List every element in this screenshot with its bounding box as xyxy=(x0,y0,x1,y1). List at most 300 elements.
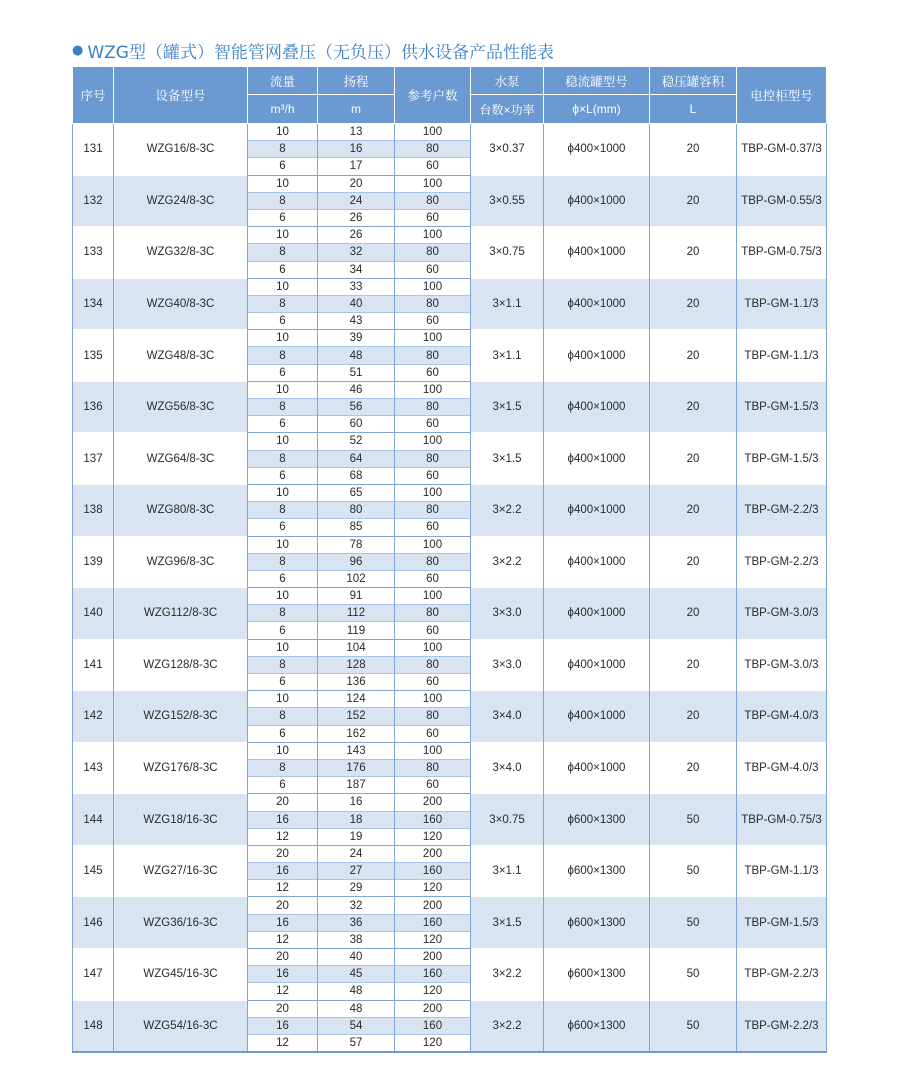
cell-flow: 16 xyxy=(248,914,318,931)
cell-households: 100 xyxy=(395,278,471,295)
cell-households: 80 xyxy=(395,399,471,416)
cell-head: 96 xyxy=(318,553,395,570)
cell-flow: 6 xyxy=(248,725,318,742)
cell-households: 120 xyxy=(395,880,471,897)
cell-households: 100 xyxy=(395,742,471,759)
header-flow-unit: m³/h xyxy=(248,95,318,124)
cell-tank: ϕ600×1300 xyxy=(544,897,650,949)
cell-households: 100 xyxy=(395,639,471,656)
cell-vol: 20 xyxy=(650,536,737,588)
cell-households: 160 xyxy=(395,863,471,880)
cell-pump: 3×1.1 xyxy=(471,845,544,897)
header-tank-unit: ϕ×L(mm) xyxy=(544,95,650,124)
cell-flow: 20 xyxy=(248,794,318,811)
cell-head: 102 xyxy=(318,570,395,587)
header-seq: 序号 xyxy=(73,67,114,124)
cell-flow: 8 xyxy=(248,553,318,570)
table-row xyxy=(73,278,827,295)
cell-flow: 10 xyxy=(248,124,318,141)
cell-tank: ϕ400×1000 xyxy=(544,433,650,485)
cell-seq: 147 xyxy=(73,949,114,1001)
cell-head: 91 xyxy=(318,588,395,605)
cell-flow: 8 xyxy=(248,708,318,725)
cell-head: 32 xyxy=(318,244,395,261)
cell-households: 120 xyxy=(395,1034,471,1052)
cell-cabinet: TBP-GM-3.0/3 xyxy=(737,639,827,691)
cell-tank: ϕ400×1000 xyxy=(544,278,650,330)
cell-seq: 133 xyxy=(73,227,114,279)
cell-households: 60 xyxy=(395,209,471,226)
cell-head: 45 xyxy=(318,966,395,983)
cell-flow: 10 xyxy=(248,588,318,605)
table-row xyxy=(73,1000,827,1017)
cell-model: WZG45/16-3C xyxy=(114,949,248,1001)
cell-vol: 20 xyxy=(650,588,737,640)
cell-seq: 139 xyxy=(73,536,114,588)
cell-households: 60 xyxy=(395,158,471,175)
cell-seq: 142 xyxy=(73,691,114,743)
cell-flow: 10 xyxy=(248,278,318,295)
cell-pump: 3×2.2 xyxy=(471,1000,544,1052)
cell-cabinet: TBP-GM-4.0/3 xyxy=(737,691,827,743)
cell-flow: 8 xyxy=(248,141,318,158)
cell-cabinet: TBP-GM-1.5/3 xyxy=(737,433,827,485)
cell-flow: 10 xyxy=(248,175,318,192)
cell-head: 80 xyxy=(318,502,395,519)
cell-pump: 3×1.1 xyxy=(471,278,544,330)
cell-pump: 3×3.0 xyxy=(471,639,544,691)
cell-cabinet: TBP-GM-1.5/3 xyxy=(737,381,827,433)
cell-households: 120 xyxy=(395,983,471,1000)
cell-households: 60 xyxy=(395,519,471,536)
cell-seq: 138 xyxy=(73,484,114,536)
header-pump-unit: 台数×功率 xyxy=(471,95,544,124)
cell-flow: 8 xyxy=(248,192,318,209)
cell-head: 162 xyxy=(318,725,395,742)
cell-head: 43 xyxy=(318,313,395,330)
cell-pump: 3×0.75 xyxy=(471,794,544,846)
cell-vol: 20 xyxy=(650,433,737,485)
cell-vol: 20 xyxy=(650,381,737,433)
cell-flow: 8 xyxy=(248,605,318,622)
cell-head: 24 xyxy=(318,192,395,209)
cell-flow: 6 xyxy=(248,209,318,226)
cell-households: 200 xyxy=(395,897,471,914)
cell-households: 200 xyxy=(395,794,471,811)
cell-flow: 20 xyxy=(248,845,318,862)
cell-head: 143 xyxy=(318,742,395,759)
cell-flow: 6 xyxy=(248,313,318,330)
cell-head: 48 xyxy=(318,1000,395,1017)
cell-cabinet: TBP-GM-3.0/3 xyxy=(737,588,827,640)
cell-households: 100 xyxy=(395,588,471,605)
cell-tank: ϕ600×1300 xyxy=(544,949,650,1001)
bullet-icon: ● xyxy=(72,43,84,58)
cell-flow: 20 xyxy=(248,897,318,914)
cell-model: WZG40/8-3C xyxy=(114,278,248,330)
cell-tank: ϕ400×1000 xyxy=(544,227,650,279)
cell-households: 100 xyxy=(395,330,471,347)
cell-flow: 6 xyxy=(248,622,318,639)
cell-vol: 50 xyxy=(650,949,737,1001)
cell-seq: 148 xyxy=(73,1000,114,1052)
cell-households: 200 xyxy=(395,949,471,966)
cell-pump: 3×0.55 xyxy=(471,175,544,227)
cell-vol: 20 xyxy=(650,484,737,536)
header-pump: 水泵 xyxy=(471,67,544,95)
cell-flow: 8 xyxy=(248,399,318,416)
table-row xyxy=(73,897,827,914)
cell-vol: 20 xyxy=(650,175,737,227)
cell-vol: 20 xyxy=(650,278,737,330)
cell-head: 60 xyxy=(318,416,395,433)
cell-head: 26 xyxy=(318,209,395,226)
cell-flow: 6 xyxy=(248,519,318,536)
cell-tank: ϕ400×1000 xyxy=(544,536,650,588)
cell-seq: 144 xyxy=(73,794,114,846)
cell-households: 80 xyxy=(395,656,471,673)
cell-head: 57 xyxy=(318,1034,395,1052)
cell-cabinet: TBP-GM-0.55/3 xyxy=(737,175,827,227)
table-row xyxy=(73,639,827,656)
table-row xyxy=(73,484,827,501)
cell-tank: ϕ400×1000 xyxy=(544,588,650,640)
cell-head: 40 xyxy=(318,295,395,312)
cell-seq: 137 xyxy=(73,433,114,485)
cell-head: 56 xyxy=(318,399,395,416)
cell-vol: 20 xyxy=(650,124,737,176)
cell-seq: 140 xyxy=(73,588,114,640)
header-households: 参考户数 xyxy=(395,67,471,124)
cell-head: 119 xyxy=(318,622,395,639)
cell-head: 19 xyxy=(318,828,395,845)
cell-vol: 20 xyxy=(650,227,737,279)
cell-households: 80 xyxy=(395,192,471,209)
table-row xyxy=(73,175,827,192)
table-row xyxy=(73,381,827,398)
cell-vol: 50 xyxy=(650,794,737,846)
cell-flow: 16 xyxy=(248,811,318,828)
cell-tank: ϕ600×1300 xyxy=(544,794,650,846)
cell-pump: 3×2.2 xyxy=(471,484,544,536)
table-row xyxy=(73,949,827,966)
cell-flow: 8 xyxy=(248,450,318,467)
cell-households: 60 xyxy=(395,261,471,278)
cell-seq: 146 xyxy=(73,897,114,949)
cell-tank: ϕ600×1300 xyxy=(544,845,650,897)
cell-model: WZG128/8-3C xyxy=(114,639,248,691)
cell-households: 160 xyxy=(395,1017,471,1034)
cell-head: 18 xyxy=(318,811,395,828)
cell-flow: 6 xyxy=(248,570,318,587)
cell-model: WZG18/16-3C xyxy=(114,794,248,846)
cell-households: 80 xyxy=(395,553,471,570)
cell-model: WZG24/8-3C xyxy=(114,175,248,227)
cell-flow: 12 xyxy=(248,880,318,897)
cell-seq: 143 xyxy=(73,742,114,794)
cell-tank: ϕ400×1000 xyxy=(544,175,650,227)
cell-households: 100 xyxy=(395,484,471,501)
cell-households: 60 xyxy=(395,416,471,433)
cell-head: 51 xyxy=(318,364,395,381)
cell-households: 160 xyxy=(395,811,471,828)
cell-flow: 16 xyxy=(248,863,318,880)
cell-households: 80 xyxy=(395,347,471,364)
cell-pump: 3×1.5 xyxy=(471,897,544,949)
cell-head: 54 xyxy=(318,1017,395,1034)
table-row xyxy=(73,845,827,862)
cell-vol: 20 xyxy=(650,691,737,743)
cell-vol: 50 xyxy=(650,845,737,897)
cell-pump: 3×1.5 xyxy=(471,433,544,485)
cell-flow: 10 xyxy=(248,536,318,553)
cell-head: 39 xyxy=(318,330,395,347)
cell-households: 60 xyxy=(395,467,471,484)
header-cabinet: 电控柜型号 xyxy=(737,67,827,124)
table-row xyxy=(73,588,827,605)
cell-seq: 134 xyxy=(73,278,114,330)
cell-flow: 6 xyxy=(248,364,318,381)
cell-head: 52 xyxy=(318,433,395,450)
cell-households: 100 xyxy=(395,175,471,192)
cell-tank: ϕ400×1000 xyxy=(544,124,650,176)
cell-head: 176 xyxy=(318,759,395,776)
cell-flow: 20 xyxy=(248,949,318,966)
cell-pump: 3×2.2 xyxy=(471,949,544,1001)
cell-seq: 136 xyxy=(73,381,114,433)
cell-tank: ϕ400×1000 xyxy=(544,691,650,743)
cell-cabinet: TBP-GM-2.2/3 xyxy=(737,1000,827,1052)
cell-flow: 10 xyxy=(248,742,318,759)
cell-households: 100 xyxy=(395,433,471,450)
cell-tank: ϕ400×1000 xyxy=(544,484,650,536)
cell-model: WZG32/8-3C xyxy=(114,227,248,279)
cell-households: 100 xyxy=(395,124,471,141)
cell-model: WZG48/8-3C xyxy=(114,330,248,382)
header-vol-unit: L xyxy=(650,95,737,124)
cell-tank: ϕ600×1300 xyxy=(544,1000,650,1052)
cell-flow: 8 xyxy=(248,244,318,261)
cell-households: 60 xyxy=(395,777,471,794)
cell-pump: 3×0.37 xyxy=(471,124,544,176)
table-row xyxy=(73,536,827,553)
cell-model: WZG54/16-3C xyxy=(114,1000,248,1052)
cell-pump: 3×3.0 xyxy=(471,588,544,640)
cell-tank: ϕ400×1000 xyxy=(544,742,650,794)
cell-households: 60 xyxy=(395,725,471,742)
cell-model: WZG96/8-3C xyxy=(114,536,248,588)
header-vol: 稳压罐容积 xyxy=(650,67,737,95)
cell-vol: 50 xyxy=(650,897,737,949)
cell-vol: 20 xyxy=(650,639,737,691)
cell-head: 26 xyxy=(318,227,395,244)
cell-pump: 3×4.0 xyxy=(471,742,544,794)
cell-flow: 10 xyxy=(248,484,318,501)
cell-tank: ϕ400×1000 xyxy=(544,330,650,382)
cell-head: 24 xyxy=(318,845,395,862)
cell-households: 60 xyxy=(395,313,471,330)
cell-cabinet: TBP-GM-4.0/3 xyxy=(737,742,827,794)
cell-model: WZG112/8-3C xyxy=(114,588,248,640)
cell-flow: 12 xyxy=(248,1034,318,1052)
cell-head: 48 xyxy=(318,983,395,1000)
page-title-row xyxy=(72,38,554,63)
cell-households: 60 xyxy=(395,570,471,587)
cell-cabinet: TBP-GM-2.2/3 xyxy=(737,536,827,588)
cell-flow: 8 xyxy=(248,502,318,519)
cell-cabinet: TBP-GM-1.1/3 xyxy=(737,845,827,897)
cell-households: 160 xyxy=(395,914,471,931)
header-head: 扬程 xyxy=(318,67,395,95)
cell-households: 80 xyxy=(395,708,471,725)
cell-flow: 10 xyxy=(248,639,318,656)
cell-households: 80 xyxy=(395,141,471,158)
cell-head: 65 xyxy=(318,484,395,501)
cell-vol: 20 xyxy=(650,742,737,794)
cell-households: 60 xyxy=(395,674,471,691)
header-tank: 稳流罐型号 xyxy=(544,67,650,95)
cell-model: WZG16/8-3C xyxy=(114,124,248,176)
cell-head: 128 xyxy=(318,656,395,673)
table-row xyxy=(73,691,827,708)
cell-model: WZG80/8-3C xyxy=(114,484,248,536)
cell-flow: 12 xyxy=(248,931,318,948)
cell-pump: 3×1.1 xyxy=(471,330,544,382)
cell-flow: 6 xyxy=(248,777,318,794)
page-title: WZG型（罐式）智能管网叠压（无负压）供水设备产品性能表 xyxy=(87,43,554,63)
cell-cabinet: TBP-GM-0.37/3 xyxy=(737,124,827,176)
cell-flow: 20 xyxy=(248,1000,318,1017)
cell-head: 20 xyxy=(318,175,395,192)
cell-head: 32 xyxy=(318,897,395,914)
table-body xyxy=(73,124,827,1053)
cell-head: 68 xyxy=(318,467,395,484)
performance-table xyxy=(72,66,827,1053)
table-row xyxy=(73,330,827,347)
cell-head: 85 xyxy=(318,519,395,536)
cell-seq: 131 xyxy=(73,124,114,176)
cell-flow: 6 xyxy=(248,467,318,484)
cell-flow: 16 xyxy=(248,1017,318,1034)
cell-flow: 12 xyxy=(248,828,318,845)
cell-pump: 3×0.75 xyxy=(471,227,544,279)
table-row xyxy=(73,433,827,450)
cell-head: 40 xyxy=(318,949,395,966)
cell-head: 152 xyxy=(318,708,395,725)
cell-households: 80 xyxy=(395,502,471,519)
cell-households: 100 xyxy=(395,227,471,244)
cell-cabinet: TBP-GM-1.1/3 xyxy=(737,330,827,382)
cell-pump: 3×1.5 xyxy=(471,381,544,433)
cell-head: 78 xyxy=(318,536,395,553)
cell-households: 80 xyxy=(395,605,471,622)
cell-pump: 3×4.0 xyxy=(471,691,544,743)
cell-flow: 8 xyxy=(248,759,318,776)
cell-head: 17 xyxy=(318,158,395,175)
cell-head: 136 xyxy=(318,674,395,691)
cell-cabinet: TBP-GM-1.1/3 xyxy=(737,278,827,330)
table-row xyxy=(73,794,827,811)
cell-cabinet: TBP-GM-0.75/3 xyxy=(737,227,827,279)
cell-households: 100 xyxy=(395,536,471,553)
cell-tank: ϕ400×1000 xyxy=(544,639,650,691)
cell-head: 27 xyxy=(318,863,395,880)
cell-head: 104 xyxy=(318,639,395,656)
cell-households: 120 xyxy=(395,828,471,845)
cell-households: 80 xyxy=(395,244,471,261)
cell-flow: 10 xyxy=(248,691,318,708)
cell-seq: 141 xyxy=(73,639,114,691)
cell-model: WZG36/16-3C xyxy=(114,897,248,949)
cell-model: WZG64/8-3C xyxy=(114,433,248,485)
cell-cabinet: TBP-GM-1.5/3 xyxy=(737,897,827,949)
cell-flow: 6 xyxy=(248,158,318,175)
header-head-unit: m xyxy=(318,95,395,124)
header-flow: 流量 xyxy=(248,67,318,95)
cell-vol: 50 xyxy=(650,1000,737,1052)
cell-households: 200 xyxy=(395,1000,471,1017)
table-row xyxy=(73,742,827,759)
cell-cabinet: TBP-GM-2.2/3 xyxy=(737,949,827,1001)
cell-flow: 6 xyxy=(248,261,318,278)
cell-head: 34 xyxy=(318,261,395,278)
cell-flow: 10 xyxy=(248,381,318,398)
cell-households: 80 xyxy=(395,450,471,467)
cell-flow: 6 xyxy=(248,416,318,433)
cell-model: WZG27/16-3C xyxy=(114,845,248,897)
cell-head: 36 xyxy=(318,914,395,931)
cell-model: WZG176/8-3C xyxy=(114,742,248,794)
cell-households: 100 xyxy=(395,381,471,398)
cell-head: 124 xyxy=(318,691,395,708)
cell-households: 60 xyxy=(395,622,471,639)
cell-vol: 20 xyxy=(650,330,737,382)
table-row xyxy=(73,124,827,141)
cell-flow: 8 xyxy=(248,295,318,312)
cell-cabinet: TBP-GM-0.75/3 xyxy=(737,794,827,846)
cell-seq: 135 xyxy=(73,330,114,382)
cell-seq: 145 xyxy=(73,845,114,897)
cell-households: 60 xyxy=(395,364,471,381)
cell-head: 16 xyxy=(318,141,395,158)
cell-head: 187 xyxy=(318,777,395,794)
cell-seq: 132 xyxy=(73,175,114,227)
cell-households: 200 xyxy=(395,845,471,862)
cell-flow: 10 xyxy=(248,330,318,347)
cell-flow: 12 xyxy=(248,983,318,1000)
cell-head: 33 xyxy=(318,278,395,295)
cell-households: 100 xyxy=(395,691,471,708)
cell-head: 29 xyxy=(318,880,395,897)
cell-flow: 6 xyxy=(248,674,318,691)
cell-households: 120 xyxy=(395,931,471,948)
table-header xyxy=(73,67,827,124)
cell-head: 16 xyxy=(318,794,395,811)
cell-households: 80 xyxy=(395,295,471,312)
cell-flow: 10 xyxy=(248,433,318,450)
cell-cabinet: TBP-GM-2.2/3 xyxy=(737,484,827,536)
cell-head: 64 xyxy=(318,450,395,467)
cell-head: 46 xyxy=(318,381,395,398)
cell-flow: 8 xyxy=(248,347,318,364)
cell-flow: 16 xyxy=(248,966,318,983)
cell-flow: 10 xyxy=(248,227,318,244)
table-row xyxy=(73,227,827,244)
cell-head: 48 xyxy=(318,347,395,364)
cell-households: 80 xyxy=(395,759,471,776)
cell-pump: 3×2.2 xyxy=(471,536,544,588)
cell-head: 13 xyxy=(318,124,395,141)
